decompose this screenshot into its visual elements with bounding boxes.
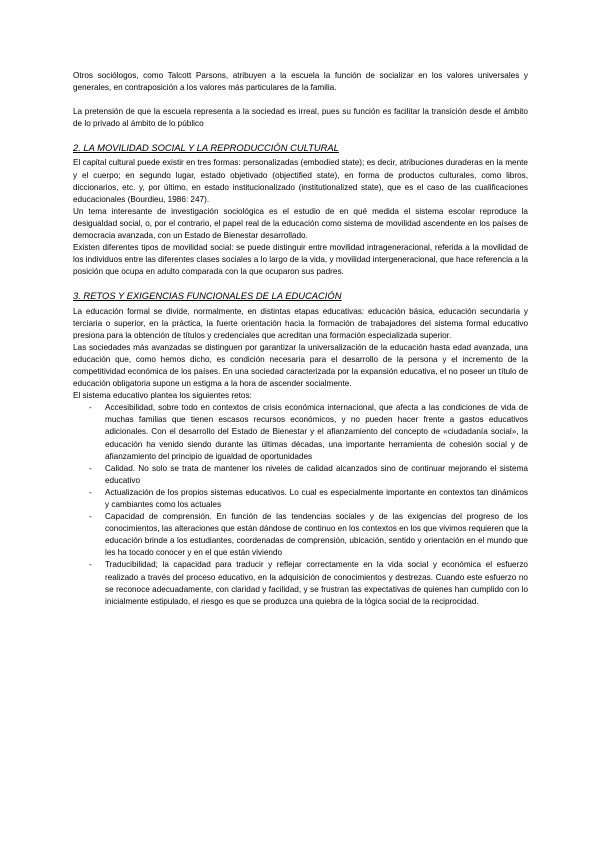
list-item-text: Actualización de los propios sistemas educativos. Lo cual es especialmente importante en contextos tan dinámicos y cambiantes como los actuales bbox=[105, 487, 528, 509]
section-2-heading: 2. LA MOVILIDAD SOCIAL Y LA REPRODUCCIÓN CULTURAL bbox=[73, 142, 339, 154]
intro-paragraph-2: La pretensión de que la escuela representa a la sociedad es irreal, pues su función es facilitar la transición desde el ámbito de lo privado al ámbito de lo público bbox=[73, 107, 528, 129]
section-2-paragraph-1: El capital cultural puede existir en tres formas: personalizadas (embodied state); es decir, atribuciones duraderas en la mente y el cuerpo; en segundo lugar, estado objetivado (objectified state), en forma de productos culturales, como libros, diccionarios, etc. y, por último, en estado institucionalizado (institutionalized state), que es el caso de las cualificaciones educacionales (Bourdieu, 1986: 247). bbox=[73, 158, 528, 204]
list-item-text: Accesibilidad, sobre todo en contextos de crisis económica internacional, que afecta a las condiciones de vida de muchas familias que tienen escasos recursos económicos, y no pueden hacer frente a gastos educativos adicionales. Con el desarrollo del Estado de Bienestar y el afianzamiento del concepto de «ciudadanía social», la educación ha venido siendo durante las últimas décadas, una importante herramienta de cohesión social y de afianzamiento del principio de igualdad de oportunidades bbox=[105, 403, 528, 461]
list-item bbox=[73, 463, 528, 487]
spacer bbox=[73, 130, 528, 142]
bullet-dash: - bbox=[89, 512, 92, 522]
section-3-paragraph-2: Las sociedades más avanzadas se distinguen por garantizar la universalización de la educación hasta edad avanzada, una educación que, como hemos dicho, es condición necesaria para el desarrollo de la persona y el incremento de la competitividad económica de los países. En una sociedad caracterizada por la expansión educativa, el no poseer un título de educación obligatoria supone un estigma a la hora de ascender socialmente. bbox=[73, 342, 528, 389]
section-3-heading: 3. RETOS Y EXIGENCIAS FUNCIONALES DE LA EDUCACIÓN bbox=[73, 290, 342, 302]
section-3-paragraph-3: El sistema educativo plantea los siguientes retos: bbox=[73, 391, 252, 401]
document-page bbox=[73, 70, 528, 608]
spacer bbox=[73, 94, 528, 106]
list-item bbox=[73, 511, 528, 559]
list-item-text: Traducibilidad; la capacidad para traducir y reflejar correctamente en la vida social y económica el esfuerzo realizado a través del proceso educativo, en la adquisición de conocimientos y destrezas. Cuando este esfuerzo no se reconoce adecuadamente, con claridad y facilidad, y se frustran las expectativas de quienes han cumplido con lo inicialmente estipulado, el riesgo es que se produzca una quiebra de la lógica social de la reciprocidad. bbox=[105, 560, 528, 606]
bullet-dash: - bbox=[89, 487, 92, 497]
section-2-paragraph-2: Un tema interesante de investigación sociológica es el estudio de en qué medida el sistema escolar reproduce la desigualdad social, o, por el contrario, el papel real de la educación como sistema de movilidad ascendente en los países de democracia avanzada, con un Estado de Bienestar desarrollado. bbox=[73, 206, 528, 241]
list-item bbox=[73, 487, 528, 511]
bullet-dash: - bbox=[89, 560, 92, 570]
list-item-text: Capacidad de comprensión. En función de las tendencias sociales y de las exigencias del progreso de los conocimientos, las alteraciones que están dándose de continuo en los contextos en los que vivimos requieren que la educación brinde a los estudiantes, coordenadas de comprensión, ubicación, sentido y orientación en el mundo que les ha tocado conocer y en el que están viviendo bbox=[105, 512, 528, 558]
intro-paragraph-1: Otros sociólogos, como Talcott Parsons, atribuyen a la escuela la función de socializar en los valores universales y generales, en contraposición a los valores más particulares de la familia. bbox=[73, 71, 528, 93]
bullet-dash: - bbox=[89, 463, 92, 473]
section-2-paragraph-3: Existen diferentes tipos de movilidad social: se puede distinguir entre movilidad intrageneracional, referida a la movilidad de los individuos entre las diferentes clases sociales a lo largo de la vida, y movilidad intergeneracional, que hace referencia a la posición que ocupa en adulto comparada con la que ocuparon sus padres. bbox=[73, 243, 528, 277]
section-3-paragraph-1: La educación formal se divide, normalmente, en distintas etapas educativas: educación básica, educación secundaria y terciaria o superior, en la práctica, la fuerte orientación hacia la formación de trabajadores del sistema formal educativo presiona para la obtención de títulos y credenciales que acreditan una formación especializada superior. bbox=[73, 306, 528, 340]
list-item bbox=[73, 402, 528, 462]
retos-list bbox=[73, 402, 528, 608]
spacer bbox=[73, 278, 528, 290]
list-item-text: Calidad. No solo se trata de mantener los niveles de calidad alcanzados sino de continuar mejorando el sistema educativo bbox=[105, 463, 528, 485]
list-item bbox=[73, 559, 528, 607]
bullet-dash: - bbox=[89, 403, 92, 413]
